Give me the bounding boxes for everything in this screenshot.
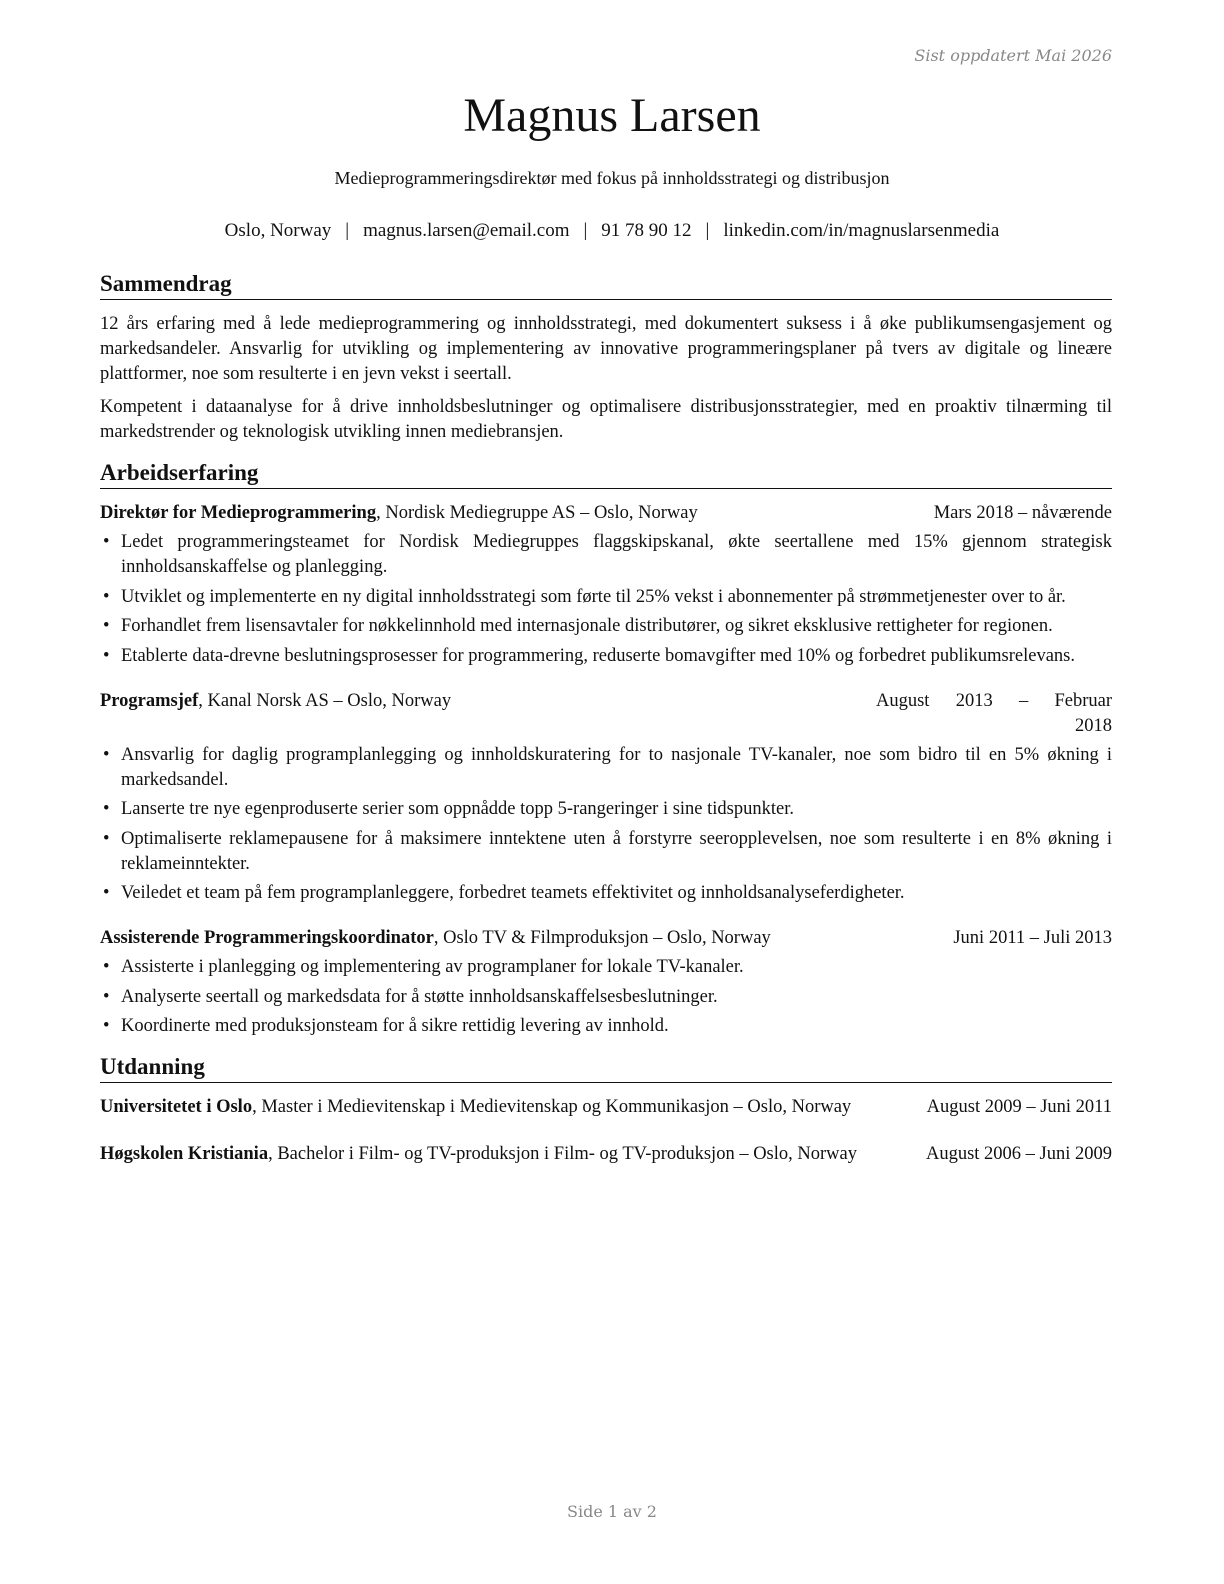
- list-item: • Ledet programmeringsteamet for Nordisk Mediegruppes flaggskipskanal, økte seertallene med 15% gjennom strategisk innholdsanskaffelse og planlegging.: [100, 530, 1112, 580]
- education-school: Høgskolen Kristiania: [100, 1144, 269, 1164]
- list-item: • Veiledet et team på fem programplanleggere, forbedret teamets effektivitet og innholdsanalyseferdigheter.: [100, 881, 1112, 906]
- job-role: Assisterende Programmeringskoordinator: [100, 928, 434, 948]
- summary-paragraph: 12 års erfaring med å lede medieprogrammering og innholdsstrategi, med dokumentert suksess i å øke publikumsengasjement og markedsandeler. Ansvarlig for utvikling og implementering av innovative programmeringsplaner på tvers av digitale og lineære plattformer, noe som resulterte i en jevn vekst i seertall.: [100, 314, 1112, 384]
- last-updated: Sist oppdatert Mai 2026: [914, 46, 1112, 65]
- candidate-name: Magnus Larsen: [463, 89, 761, 142]
- list-item: • Etablerte data-drevne beslutningsprosesser for programmering, reduserte bomavgifter med 10% og forbedret publikumsrelevans.: [100, 644, 1112, 669]
- job-entry: [100, 689, 1112, 907]
- job-dates: Mars 2018 – nåværende: [933, 503, 1112, 523]
- contact-line: [0, 220, 1224, 242]
- education-entry: [100, 1142, 1112, 1167]
- contact-location: Oslo, Norway: [224, 220, 332, 241]
- education-school: Universitetet i Oslo: [100, 1097, 253, 1117]
- list-item: • Koordinerte med produksjonsteam for å sikre rettidig levering av innhold.: [100, 1014, 1112, 1039]
- education-dates: August 2006 – Juni 2009: [925, 1144, 1112, 1164]
- education-entry: [100, 1095, 1112, 1120]
- contact-separator: |: [345, 220, 350, 241]
- section-title-education: Utdanning: [100, 1053, 1112, 1083]
- contact-email[interactable]: magnus.larsen@email.com: [363, 220, 570, 241]
- job-org: , Nordisk Mediegruppe AS – Oslo, Norway: [376, 503, 698, 523]
- job-header: [100, 689, 1112, 739]
- job-bullets: [100, 530, 1112, 669]
- list-item: • Ansvarlig for daglig programplanlegging og innholdskuratering for to nasjonale TV-kanaler, noe som bidro til en 5% økning i markedsandel.: [100, 743, 1112, 793]
- contact-separator: |: [705, 220, 710, 241]
- list-item: • Forhandlet frem lisensavtaler for nøkkelinnhold med internasjonale distributører, og sikret eksklusive rettigheter for regionen.: [100, 614, 1112, 639]
- contact-linkedin[interactable]: linkedin.com/in/magnuslarsenmedia: [723, 220, 1000, 241]
- list-item: • Analyserte seertall og markedsdata for å støtte innholdsanskaffelsesbeslutninger.: [100, 985, 1112, 1010]
- job-role: Direktør for Medieprogrammering: [100, 503, 377, 523]
- job-org: , Kanal Norsk AS – Oslo, Norway: [198, 690, 452, 711]
- list-item: • Lanserte tre nye egenproduserte serier som oppnådde topp 5-rangeringer i sine tidspunkter.: [100, 797, 1112, 822]
- job-dates: August 2013 – Februar 2018: [876, 690, 1112, 736]
- page-number: Side 1 av 2: [567, 1502, 657, 1521]
- education-detail: , Bachelor i Film- og TV-produksjon i Film- og TV-produksjon – Oslo, Norway: [268, 1144, 857, 1164]
- summary-paragraph: Kompetent i dataanalyse for å drive innholdsbeslutninger og optimalisere distribusjonsstrategier, med en proaktiv tilnærming til markedstrender og teknologisk utvikling innen mediebransjen.: [100, 397, 1112, 442]
- candidate-headline: Medieprogrammeringsdirektør med fokus på innholdsstrategi og distribusjon: [334, 168, 890, 188]
- section-title-summary: Sammendrag: [100, 270, 1112, 300]
- job-entry: [100, 926, 1112, 1039]
- job-role: Programsjef: [100, 690, 199, 711]
- job-header: [100, 501, 1112, 526]
- list-item: • Optimaliserte reklamepausene for å maksimere inntektene uten å forstyrre seeropplevelsen, noe som resulterte i en 8% økning i reklameinntekter.: [100, 827, 1112, 877]
- list-item: • Utviklet og implementerte en ny digital innholdsstrategi som førte til 25% vekst i abonnementer på strømmetjenester over to år.: [100, 585, 1112, 610]
- resume-content: [100, 270, 1112, 1189]
- contact-separator: |: [583, 220, 588, 241]
- job-header: [100, 926, 1112, 951]
- job-org: , Oslo TV & Filmproduksjon – Oslo, Norway: [433, 928, 771, 948]
- education-dates: August 2009 – Juni 2011: [926, 1097, 1112, 1117]
- education-detail: , Master i Medievitenskap i Medievitenskap og Kommunikasjon – Oslo, Norway: [252, 1097, 852, 1117]
- list-item: • Assisterte i planlegging og implementering av programplaner for lokale TV-kanaler.: [100, 955, 1112, 980]
- job-bullets: [100, 955, 1112, 1039]
- job-bullets: [100, 743, 1112, 907]
- contact-phone: 91 78 90 12: [601, 220, 692, 241]
- section-title-experience: Arbeidserfaring: [100, 459, 1112, 489]
- job-dates: Juni 2011 – Juli 2013: [953, 928, 1112, 948]
- job-entry: [100, 501, 1112, 669]
